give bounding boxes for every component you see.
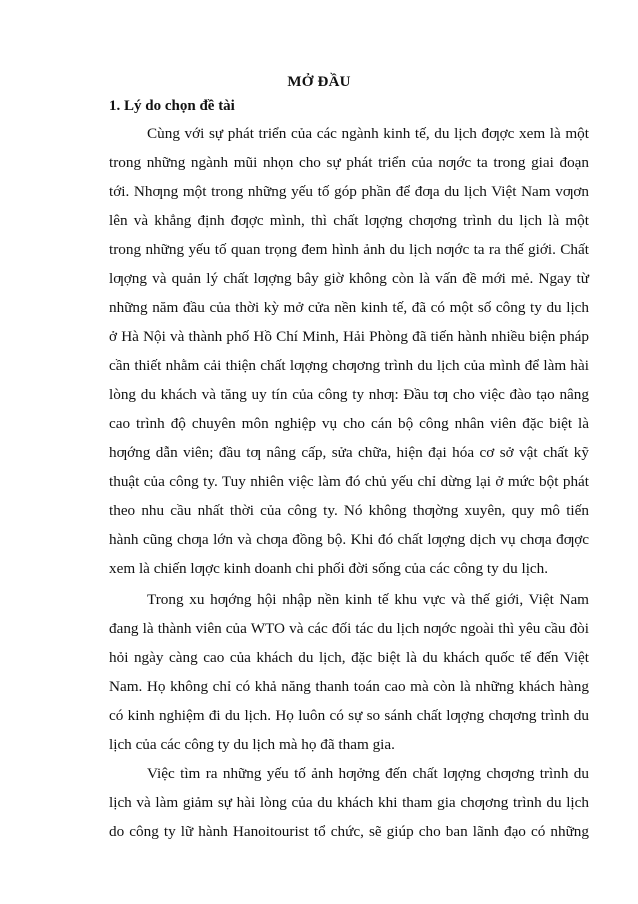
paragraph-line: Việc tìm ra những yếu tố ảnh hƣởng đến chất lƣợng chƣơng trình du [147,765,589,782]
paragraph-line: do công ty lữ hành Hanoitourist tổ chức, sẽ giúp cho ban lãnh đạo có những [109,823,589,840]
paragraph-line: có kinh nghiệm đi du lịch. Họ luôn có sự so sánh chất lƣợng chƣơng trình du [109,707,589,724]
paragraph-line: trong những yếu tố quan trọng đem hình ảnh du lịch nƣớc ta ra thế giới. Chất [109,241,589,258]
paragraph-line: hƣớng dẫn viên; đầu tƣ nâng cấp, sửa chữa, hiện đại hóa cơ sở vật chất kỹ [109,444,589,461]
paragraph-line: tới. Nhƣng một trong những yếu tố góp phần để đƣa du lịch Việt Nam vƣơn [109,183,589,200]
paragraph-line: lên và khẳng định đƣợc mình, thì chất lƣợng chƣơng trình du lịch là một [109,212,589,229]
paragraph-line: thuật của công ty. Tuy nhiên việc làm đó chủ yếu chỉ dừng lại ở mức bột phát [109,473,589,490]
paragraph-line: hành cũng chƣa lớn và chƣa đồng bộ. Khi đó chất lƣợng dịch vụ chƣa đƣợc [109,531,589,548]
paragraph-line: lòng du khách và tăng uy tín của công ty nhƣ: Đầu tƣ cho việc đào tạo nâng [109,386,589,403]
page-title: MỞ ĐẦU [287,74,351,90]
paragraph-line: lịch và làm giảm sự hài lòng của du khách khi tham gia chƣơng trình du lịch [109,794,589,811]
paragraph-line: ở Hà Nội và thành phố Hồ Chí Minh, Hải Phòng đã tiến hành nhiều biện pháp [109,328,589,345]
paragraph-line: hỏi ngày càng cao của khách du lịch, đặc biệt là du khách quốc tế đến Việt [109,649,589,666]
paragraph-line: xem là chiến lƣợc kinh doanh chi phối đời sống của các công ty du lịch. [109,560,549,577]
paragraph-line: lƣợng và quản lý chất lƣợng bây giờ không còn là vấn đề mới mẻ. Ngay từ [109,270,589,287]
paragraph-line: đang là thành viên của WTO và các đối tác du lịch nƣớc ngoài thì yêu cầu đòi [109,620,589,637]
section-heading: 1. Lý do chọn đề tài [109,98,235,114]
paragraph-line: theo nhu cầu nhất thời của công ty. Nó không thƣờng xuyên, quy mô tiến [109,502,589,519]
paragraph-line: trong những ngành mũi nhọn cho sự phát triển của nƣớc ta trong giai đoạn [109,154,589,171]
paragraph-line: cần thiết nhằm cải thiện chất lƣợng chƣơng trình du lịch của mình để làm hài [109,357,589,374]
paragraph-line: Nam. Họ không chỉ có khả năng thanh toán cao mà còn là những khách hàng [109,678,589,695]
paragraph-line: Trong xu hƣớng hội nhập nền kinh tế khu vực và thế giới, Việt Nam [147,591,589,608]
paragraph-line: cao trình độ chuyên môn nghiệp vụ cho cán bộ công nhân viên đặc biệt là [109,415,589,432]
paragraph-line: Cùng với sự phát triển của các ngành kinh tế, du lịch đƣợc xem là một [147,125,589,142]
paragraph-line: lịch của các công ty du lịch mà họ đã tham gia. [109,736,395,753]
paragraph-line: những năm đầu của thời kỳ mở cửa nền kinh tế, đã có một số công ty du lịch [109,299,589,316]
